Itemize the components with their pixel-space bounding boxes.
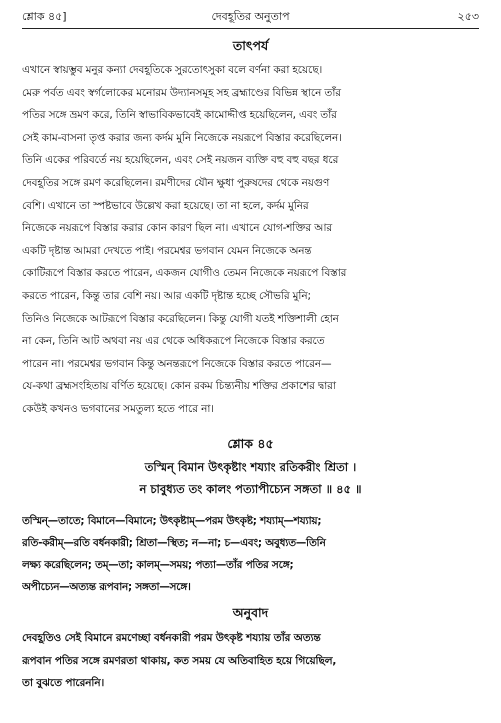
purport-heading: তাৎপর্য [232,38,269,53]
purport-line: বেশি। এখানে তা স্পষ্টভাবে উল্লেখ করা হয়েছে। তা না হলে, কর্দম মুনির [22,199,309,212]
header-rule [22,28,479,29]
synonyms-line: লক্ষ্য করেছিলেন; তম্—তা; কালম্—সময়; পত্যা—তাঁর পতির সঙ্গে; [22,559,294,571]
synonyms-line: অপীচ্যেন—অত্যন্ত রূপবান; সঙ্গতা—সঙ্গে। [22,581,191,593]
verse-reference: শ্লোক ৪৫] [22,10,67,23]
purport-line: পারেন না। পরমেশ্বর ভগবান কিন্তু অনন্তরূপে নিজেকে বিস্তার করতে পারেন— [22,357,332,370]
purport-line: সেই কাম-বাসনা তৃপ্ত করার জন্য কর্দম মুনি নিজেকে নয়রূপে বিস্তার করেছিলেন। [22,131,342,144]
translation-line: দেবহূতিও সেই বিমানে রমণেচ্ছা বর্ধনকারী পরম উৎকৃষ্ট শয্যায় তাঁর অত্যন্ত [22,632,321,644]
synonyms [22,510,479,598]
translation-line: তা বুঝতে পারেননি। [22,677,105,690]
running-header [22,8,479,28]
purport-line: কেউই কখনও ভগবানের সমতুল্য হতে পারে না। [22,402,214,415]
translation-heading: অনুবাদ [232,605,269,620]
verse-heading: শ্লোক ৪৫ [227,436,274,451]
purport-line: তিনিও নিজেকে আটরূপে বিস্তার করেছিলেন। কিন্তু যোগী যতই শক্তিশালী হোন [22,312,339,325]
purport-line: এখানে স্বায়ম্ভুব মনুর কন্যা দেবহূতিকে সুরতোৎসুকা বলে বর্ণনা করা হয়েছে। [22,64,323,76]
translation-line: রূপবান পতির সঙ্গে রমণরতা থাকায়, কত সময় যে অতিবাহিত হয়ে গিয়েছিল, [22,654,337,667]
purport-text [22,59,479,421]
verse-line: ন চাবুধ্যত তং কালং পত্যাপীচ্যেন সঙ্গতা ॥ ৪৫ ॥ [139,482,362,496]
purport-line: পতির সঙ্গে ভ্রমণ করে, তিনি স্বাভাবিকভাবেই কামোদ্দীপ্ত হয়েছিলেন, এবং তাঁর [22,109,337,122]
purport-line: তিনি একের পরিবর্তে নয় হয়েছিলেন, এবং সেই নয়জন ব্যক্তি বহু বহু বছর ধরে [22,154,339,167]
purport-line: দেবহূতির সঙ্গে রমণ করেছিলেন। রমণীদের যৌন ক্ষুধা পুরুষদের থেকে নয়গুণ [22,176,330,189]
purport-line: না কেন, তিনি আট অথবা নয় এর থেকে অধিকরূপে নিজেকে বিস্তার করতে [22,335,325,348]
page-number: ২৫৩ [457,10,479,23]
verse-line: তস্মিন্ বিমান উৎকৃষ্টাং শয্যাং রতিকরীং শ্রিতা । [144,460,357,474]
purport-line: কোটিরূপে বিস্তার করতে পারেন, একজন যোগীও তেমন নিজেকে নয়রূপে বিস্তার [22,267,347,280]
chapter-title: দেবহূতির অনুতাপ [211,10,290,23]
purport-line: একটি দৃষ্টান্ত আমরা দেখতে পাই। পরমেশ্বর ভগবান যেমন নিজেকে অনন্ত [22,244,312,257]
purport-line: যে-কথা ব্রহ্মসংহিতায় বর্ণিত হয়েছে। কোন রকম চিন্ত্যনীয় শক্তির প্রকাশের দ্বারা [22,380,336,393]
sanskrit-verse [22,456,479,500]
purport-line: মেরু পর্বত এবং স্বর্গলোকের মনোরম উদ্যানসমূহ সহ ব্রহ্মাণ্ডের বিভিন্ন স্থানে তাঁর [22,86,341,99]
purport-line: করতে পারেন, কিন্তু তার বেশি নয়। আর একটি দৃষ্টান্ত হচ্ছে সৌভরি মুনি; [22,289,311,302]
synonyms-line: তস্মিন্—তাতে; বিমানে—বিমানে; উৎকৃষ্টাম্—পরম উৎকৃষ্ট; শয্যাম্—শয্যায়; [22,515,322,527]
translation-text [22,627,479,695]
synonyms-line: রতি-করীম্—রতি বর্ধনকারী; শ্রিতা—স্থিত; ন—না; চ—এবং; অবুধ্যত—তিনি [22,537,326,549]
purport-line: নিজেকে নয়রূপে বিস্তার করার কোন কারণ ছিল না। এখানে যোগ-শক্তির আর [22,222,332,235]
